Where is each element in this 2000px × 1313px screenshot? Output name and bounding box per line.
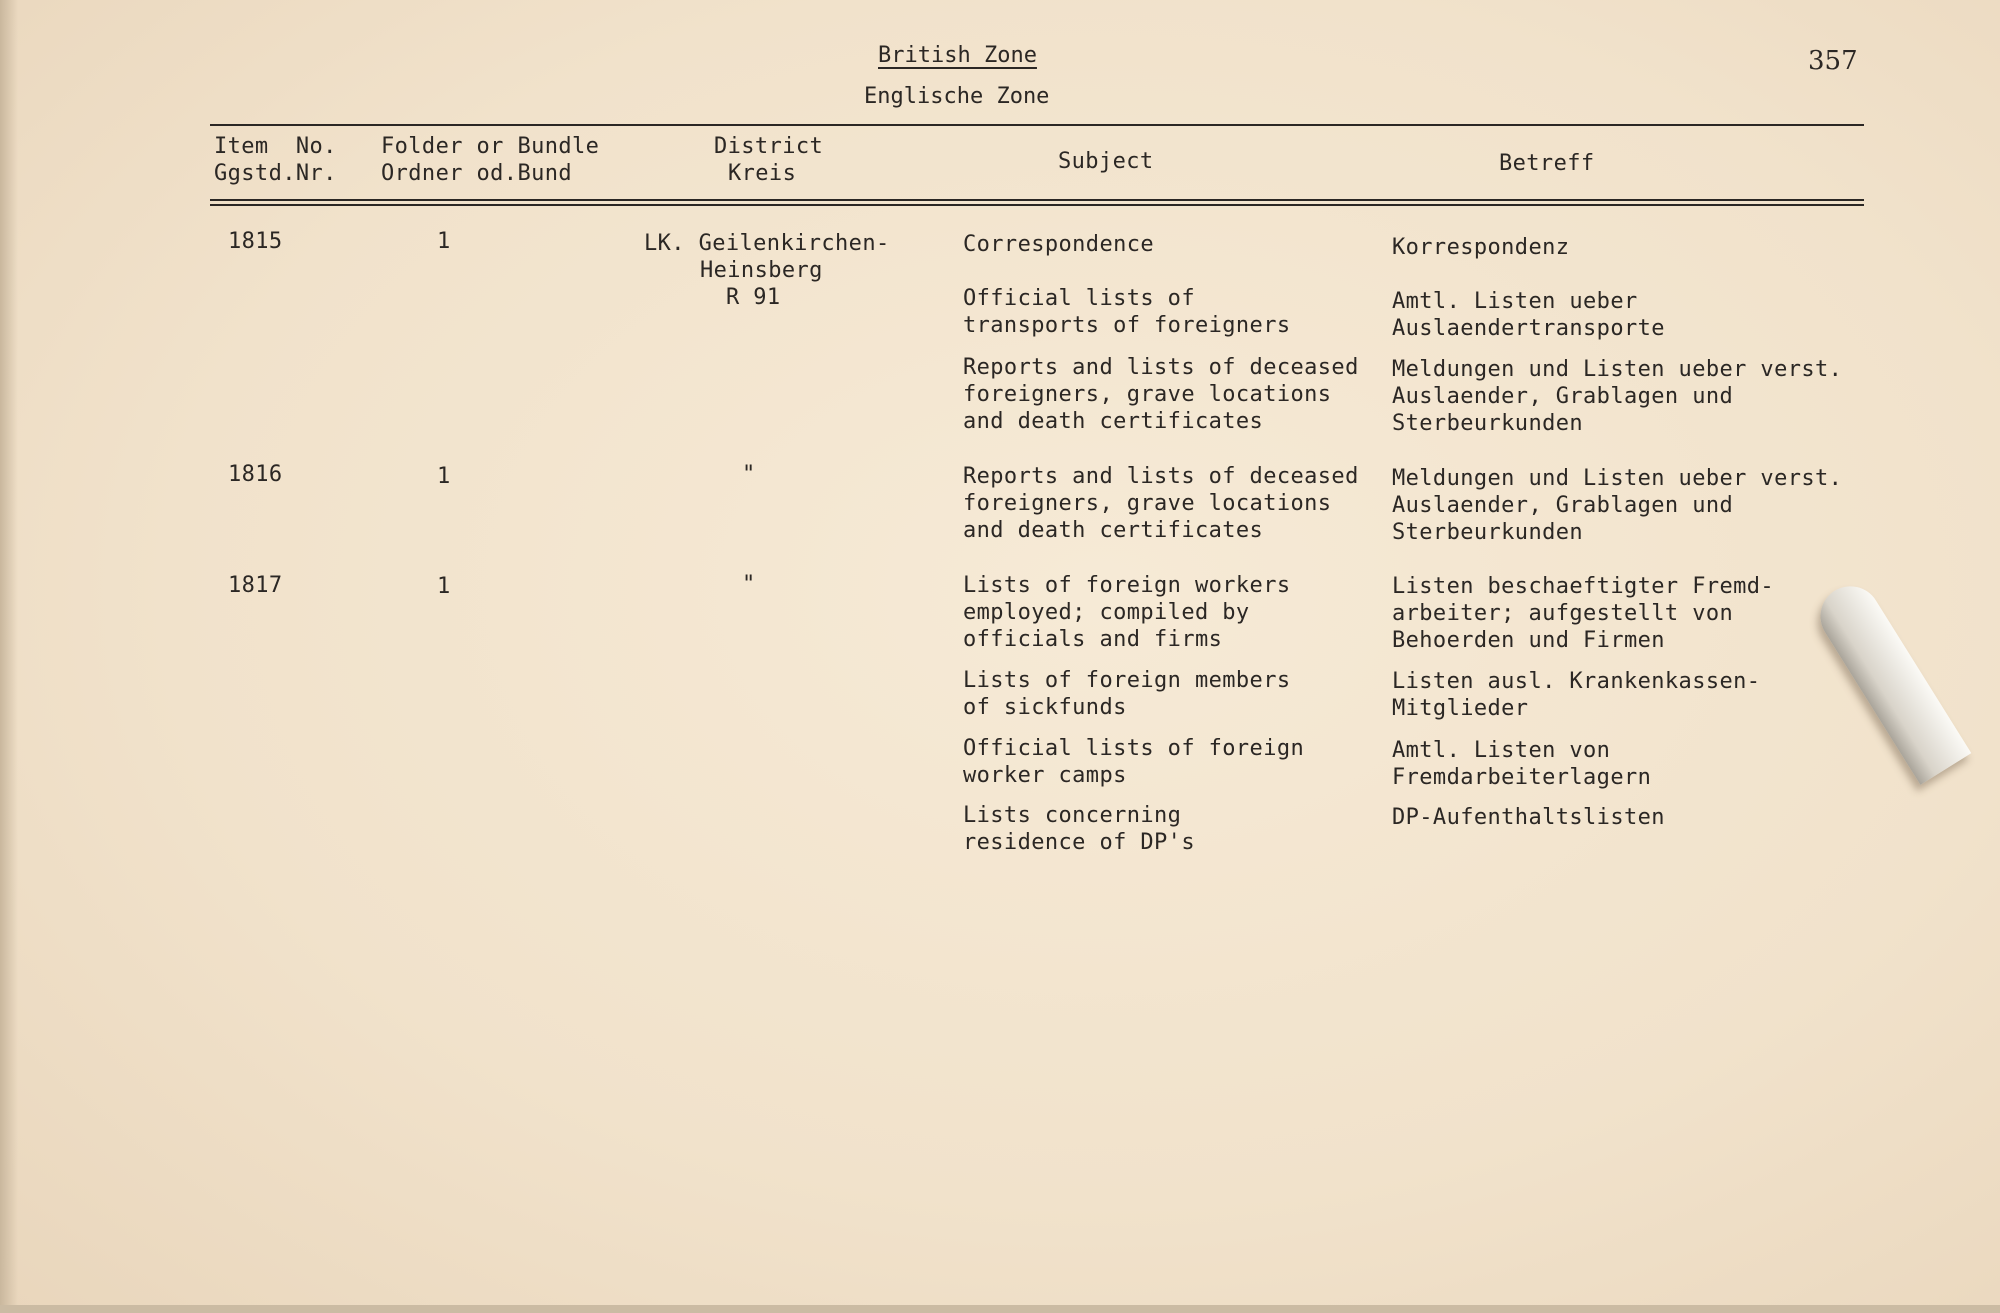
subject-line: of sickfunds [963,695,1127,720]
item-number: 1815 [228,229,283,254]
district-line: R 91 [726,285,781,310]
betreff-line: DP-Aufenthaltslisten [1392,805,1665,830]
district-ditto: " [742,462,756,487]
betreff-line: Behoerden und Firmen [1392,628,1665,653]
subject-line: Reports and lists of deceased [963,464,1359,489]
betreff-line: Listen beschaeftigter Fremd- [1392,574,1775,599]
subject-line: worker camps [963,763,1127,788]
page-number: 357 [1808,46,1858,76]
subject-line: Reports and lists of deceased [963,355,1359,380]
betreff-line: arbeiter; aufgestellt von [1392,601,1734,626]
table-header-rule-1 [210,199,1864,201]
betreff-line: Mitglieder [1392,696,1529,721]
subject-line: Lists of foreign members [963,668,1291,693]
tweezer-tip [1809,575,1971,785]
betreff-line: Meldungen und Listen ueber verst. [1392,466,1843,491]
subject-line: employed; compiled by [963,600,1250,625]
column-header-item-no-en: Item No. [214,134,337,159]
betreff-line: Listen ausl. Krankenkassen- [1392,669,1761,694]
subject-line: residence of DP's [963,830,1195,855]
betreff-line: Auslaender, Grablagen und [1392,493,1734,518]
betreff-line: Sterbeurkunden [1392,520,1584,545]
subject-line: officials and firms [963,627,1223,652]
column-header-item-no-de: Ggstd.Nr. [214,161,337,186]
subject-line: and death certificates [963,409,1264,434]
district-ditto: " [742,572,756,597]
betreff-line: Fremdarbeiterlagern [1392,765,1652,790]
subject-line: foreigners, grave locations [963,491,1332,516]
item-number: 1816 [228,462,283,487]
folder-number: 1 [437,229,451,254]
subject-line: Correspondence [963,232,1155,257]
betreff-line: Korrespondenz [1392,235,1570,260]
subject-line: foreigners, grave locations [963,382,1332,407]
folder-number: 1 [437,464,451,489]
column-header-folder-en: Folder or Bundle [381,134,600,159]
subject-line: Official lists of foreign [963,736,1305,761]
betreff-line: Sterbeurkunden [1392,411,1584,436]
subject-line: and death certificates [963,518,1264,543]
table-top-rule [210,124,1864,126]
folder-number: 1 [437,574,451,599]
betreff-line: Amtl. Listen von [1392,738,1611,763]
table-header-rule-2 [210,204,1864,206]
column-header-betreff: Betreff [1499,151,1595,176]
betreff-line: Auslaender, Grablagen und [1392,384,1734,409]
subject-line: Lists of foreign workers [963,573,1291,598]
column-header-district-en: District [714,134,824,159]
column-header-subject: Subject [1058,149,1154,174]
subject-line: Official lists of [963,286,1195,311]
betreff-line: Amtl. Listen ueber [1392,289,1638,314]
page-title: British Zone [878,43,1037,68]
subject-line: transports of foreigners [963,313,1291,338]
betreff-line: Auslaendertransporte [1392,316,1665,341]
betreff-line: Meldungen und Listen ueber verst. [1392,357,1843,382]
district-line: Heinsberg [700,258,823,283]
column-header-folder-de: Ordner od.Bund [381,161,573,186]
item-number: 1817 [228,573,283,598]
page-subtitle: Englische Zone [864,84,1050,109]
column-header-district-de: Kreis [728,161,797,186]
subject-line: Lists concerning [963,803,1182,828]
district-line: LK. Geilenkirchen- [644,231,890,256]
